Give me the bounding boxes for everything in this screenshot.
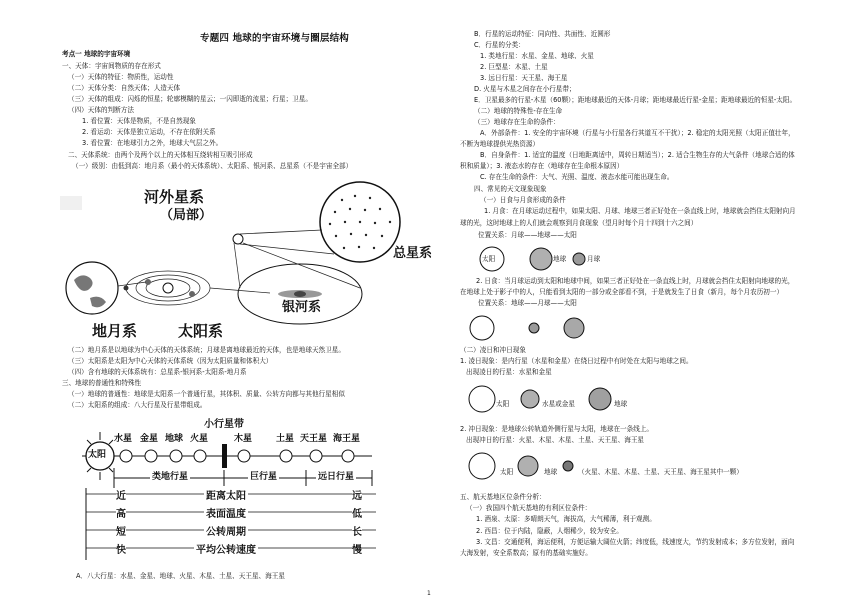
planet-name: 天王星 — [300, 434, 328, 444]
planet-name: 海王星 — [333, 434, 361, 444]
text-line: 位置关系：月球——地球——太阳 — [478, 231, 577, 239]
opposition-diagram — [460, 450, 800, 486]
text-line: 3. 文昌：交通便利，海运便利，方便运输大阔位火箭；纬度低，线速度大，节约发射成本；多方位发射，面向 — [476, 538, 795, 546]
text-line: 3. 看位置：在地球引力之外，地球大气层之外。 — [82, 139, 223, 147]
text-line: 不断为地球提供光热资源） — [460, 140, 540, 148]
label-asteroid-belt: 小行星带 — [204, 419, 244, 430]
label-total-galaxy: 总星系 — [393, 246, 433, 261]
text-line: 1. 类地行星：水星、金星、地球、火星 — [480, 52, 594, 60]
text-line: 积和质量）；3. 液态水的存在（地球存在生命根本原因） — [460, 162, 624, 170]
label-giant: 巨行星 — [250, 472, 278, 482]
label-earth: 地球 — [614, 400, 628, 408]
row-right: 低 — [352, 509, 362, 520]
text-line: （二）地月系是以地球为中心天体的天体系统；月球是离地球最近的天体，也是地球天然卫星。 — [68, 346, 345, 354]
planet-name: 土星 — [276, 434, 295, 444]
text-line: D. 火星与木星之间存在小行星带； — [474, 85, 576, 93]
text-line: （二）天体分类：自然天体；人造天体 — [68, 84, 181, 92]
text-line: 五、航天基地区位条件分析： — [460, 493, 546, 501]
label-extra-galaxy: 河外星系 — [144, 188, 205, 206]
label-inner-planet: 水星或金星 — [542, 400, 575, 408]
text-line: 2. 冲日现象：是地球公转轨道外侧行星与太阳，地球在一条线上。 — [460, 425, 654, 433]
transit-diagram — [460, 380, 640, 418]
solar-eclipse-circles — [460, 312, 600, 344]
row-label: 表面温度 — [206, 509, 246, 520]
text-line: C. 存在生命的条件：大气、光照、温度、液态水能可能出现生命。 — [480, 173, 674, 181]
text-line: （一）我国四个航天基地的有利区位条件： — [466, 504, 592, 512]
row-left: 短 — [116, 527, 126, 538]
text-line: 出现冲日的行星：火星、木星、木星、土星、天王星、海王星 — [466, 436, 645, 444]
planet-name: 火星 — [190, 434, 209, 444]
label-sun: 太阳 — [500, 468, 514, 476]
text-line: 球的光，这时地球上的人们就会观察到月食现象（望月时每个月十四到十六之间） — [460, 219, 698, 227]
lunar-eclipse-diagram — [476, 242, 616, 276]
row-label: 公转周期 — [206, 527, 246, 538]
systems-illustration — [60, 176, 440, 342]
planet-name: 水星 — [114, 434, 133, 444]
text-line: 1. 酒泉、太原：多晴朗天气，海拔高，大气稀薄，利于观测。 — [476, 515, 656, 523]
text-line: 2. 看运动：天体是独立运动，不存在依附关系 — [82, 128, 216, 136]
row-left: 快 — [116, 545, 126, 556]
text-line: B．自身条件：1. 适宜的温度（日地距离适中，周转日期适当）；2. 适合生物生存的大气条件（地球合适的体 — [480, 151, 795, 159]
label-sun: 太阳 — [482, 255, 496, 263]
label-earth: 地球 — [553, 255, 567, 263]
label-local: （局部） — [160, 208, 213, 223]
text-line: 2. 西昌：位于内陆，隐蔽，人烟稀少，较为安全。 — [476, 527, 623, 535]
label-milky-way: 银河系 — [282, 300, 322, 315]
text-line: 1. 看位置：天体是物质，不是自然现象 — [82, 117, 196, 125]
text-line: 二、天体系统：由两个及两个以上的天体相互绕转相互吸引形成 — [68, 151, 253, 159]
text-line: （四）天体的判断方法 — [68, 106, 134, 114]
text-line: A．八大行星：水星、金星、地球、火星、木星、土星、天王星、海王星 — [76, 572, 285, 580]
row-right: 远 — [352, 491, 362, 502]
text-line: 三、地球的普通性和特殊性 — [62, 379, 142, 387]
label-earth-moon: 地月系 — [92, 322, 138, 340]
text-line: 四、常见的天文现象现象 — [474, 185, 547, 193]
text-line: 1. 凌日现象：是内行星（水星和金星）在绕日过程中有时处在太阳与地球之间。 — [460, 357, 693, 365]
text-line: 大海发射，安全系数高；原有的基础实施好。 — [460, 549, 592, 557]
text-line: E．卫星最多的行星-木星（60颗）；距地球最近的天体-月球；距地球最近行星-金星；距地球最近的恒星-太阳。 — [474, 96, 797, 104]
text-line: （三）地球存在生命的条件： — [474, 118, 560, 126]
transit-circles — [460, 380, 640, 418]
text-line: （一）天体的特征：物质性，运动性 — [68, 73, 174, 81]
label-moon: 月球 — [587, 255, 601, 263]
text-line: 2. 巨型星：木星、土星 — [480, 63, 548, 71]
text-line: （二）凌日和冲日现象 — [460, 346, 526, 354]
text-line: B．行星的运动特征：同向性、共面性、近圆形 — [474, 30, 611, 38]
page-number: 1 — [427, 590, 431, 597]
text-line: （一）地球的普通性：地球是太阳系一个普通行星，其体积、质量、公转方向都与其他行星相似 — [68, 390, 345, 398]
text-line: 1. 月食：在月球运动过程中，如果太阳、月球、地球三者正好处在一条直线上时，地球就会挡住太阳射向月 — [484, 207, 796, 215]
text-line: （四）含有地球的天体系统有：总星系-银河系-太阳系-地月系 — [68, 368, 247, 376]
text-line: 在地球上处于影子中的人，只能看到太阳的一部分或全部看不到，于是就发生了日食（新月，每个月农历初一） — [460, 288, 784, 296]
label-sun: 太阳 — [496, 400, 510, 408]
celestial-systems-diagram — [60, 176, 440, 342]
text-line: 2. 日食：当月球运动到太阳和地球中间，如果三者正好处在一条直线上时，月球就会挡住太阳射向地球的光， — [476, 277, 795, 285]
label-earth: 地球 — [544, 468, 558, 476]
text-line: （一）级别：由低到高：地月系（最小的天体系统）、太阳系、银河系、总星系（不是宇宙全部） — [72, 162, 353, 170]
text-line: 一、天体：宇宙间物质的存在形式 — [62, 62, 161, 70]
row-label: 平均公转速度 — [196, 545, 256, 556]
label-outer-planet: （火星、木星、木星、土星、天王星、海王星其中一颗） — [578, 468, 743, 476]
page-title: 专题四 地球的宇宙环境与圈层结构 — [200, 33, 350, 44]
section-heading: 考点一 地球的宇宙环境 — [62, 50, 131, 58]
text-line: 出现凌日的行星：水星和金星 — [466, 368, 552, 376]
planet-name: 金星 — [140, 434, 159, 444]
text-line: （二）地球的特殊性-存在生命 — [474, 107, 563, 115]
row-label: 距离太阳 — [206, 491, 246, 502]
text-line: （一）日食与月食形成的条件 — [480, 196, 566, 204]
text-line: 3. 远日行星：天王星、海王星 — [480, 74, 568, 82]
label-sun: 太阳 — [88, 450, 107, 460]
text-line: 位置关系：地球——月球——太阳 — [478, 299, 577, 307]
row-left: 高 — [116, 509, 126, 520]
text-line: A．外部条件：1. 安全的宇宙环境（行星与小行星各行其道互不干扰）；2. 稳定的太阳光照（太阳正值壮年， — [480, 129, 795, 137]
solar-eclipse-diagram — [460, 312, 600, 344]
label-solar-system: 太阳系 — [178, 322, 224, 340]
row-right: 长 — [352, 527, 362, 538]
row-left: 近 — [116, 491, 126, 502]
planet-comparison-diagram — [76, 414, 392, 564]
row-right: 慢 — [352, 545, 362, 556]
text-line: （三）天体的组成：闪烁的恒星；轮廓模糊的星云；一闪即逝的流星；行星；卫星。 — [68, 95, 312, 103]
label-distant: 远日行星 — [318, 472, 355, 482]
label-terrestrial: 类地行星 — [152, 472, 189, 482]
planet-name: 木星 — [234, 434, 253, 444]
planet-name: 地球 — [165, 434, 184, 444]
text-line: C．行星的分类： — [474, 41, 525, 49]
text-line: （三）太阳系是太阳为中心天体的天体系统（因为太阳质量和体积大） — [68, 357, 273, 365]
text-line: （二）太阳系的组成：八大行星及行星带组成。 — [68, 401, 207, 409]
